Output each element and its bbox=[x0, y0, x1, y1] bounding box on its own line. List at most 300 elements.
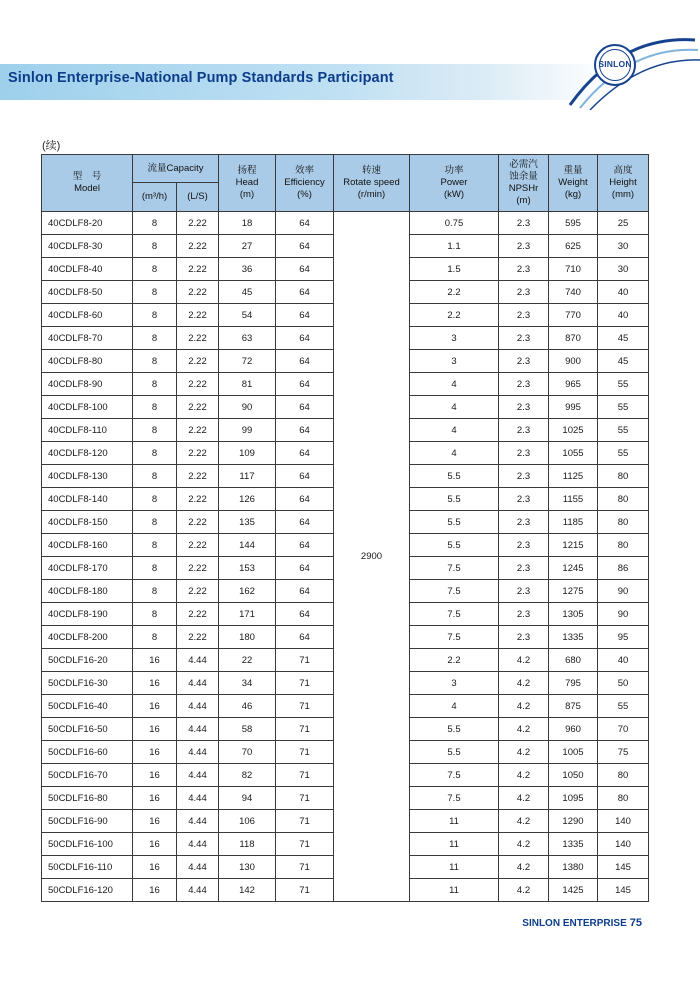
cell-model: 40CDLF8-160 bbox=[42, 534, 133, 557]
col-efficiency bbox=[276, 155, 334, 212]
col-npshr bbox=[499, 155, 549, 212]
cell-height: 80 bbox=[598, 764, 649, 787]
cell-capacity-m3h: 8 bbox=[133, 419, 177, 442]
cell-power: 7.5 bbox=[410, 580, 499, 603]
cell-head: 58 bbox=[219, 718, 276, 741]
cell-model: 40CDLF8-40 bbox=[42, 258, 133, 281]
cell-head: 34 bbox=[219, 672, 276, 695]
cell-power: 11 bbox=[410, 833, 499, 856]
cell-power: 3 bbox=[410, 350, 499, 373]
col-height-cn: 高度 bbox=[613, 165, 633, 176]
cell-power: 4 bbox=[410, 419, 499, 442]
cell-height: 40 bbox=[598, 281, 649, 304]
col-eff-unit: (%) bbox=[297, 189, 312, 200]
cell-capacity-ls: 2.22 bbox=[177, 580, 219, 603]
cell-capacity-m3h: 16 bbox=[133, 879, 177, 902]
cell-capacity-m3h: 8 bbox=[133, 373, 177, 396]
cell-power: 11 bbox=[410, 856, 499, 879]
col-eff-cn: 效率 bbox=[294, 165, 314, 176]
table-header bbox=[42, 155, 649, 212]
cell-model: 50CDLF16-110 bbox=[42, 856, 133, 879]
cell-weight: 680 bbox=[549, 649, 598, 672]
cell-npshr: 2.3 bbox=[499, 580, 549, 603]
cell-model: 40CDLF8-30 bbox=[42, 235, 133, 258]
pump-spec-table bbox=[41, 154, 649, 902]
cell-capacity-m3h: 16 bbox=[133, 718, 177, 741]
cell-weight: 1425 bbox=[549, 879, 598, 902]
cell-capacity-ls: 2.22 bbox=[177, 212, 219, 235]
cell-head: 144 bbox=[219, 534, 276, 557]
cell-capacity-ls: 4.44 bbox=[177, 718, 219, 741]
table-row bbox=[42, 212, 649, 235]
cell-capacity-m3h: 8 bbox=[133, 465, 177, 488]
cell-capacity-m3h: 16 bbox=[133, 695, 177, 718]
cell-height: 140 bbox=[598, 810, 649, 833]
cell-height: 80 bbox=[598, 787, 649, 810]
col-capacity-ls: (L/S) bbox=[177, 183, 219, 212]
col-speed-unit: (r/min) bbox=[357, 189, 386, 200]
cell-capacity-m3h: 8 bbox=[133, 396, 177, 419]
cell-head: 54 bbox=[219, 304, 276, 327]
cell-head: 162 bbox=[219, 580, 276, 603]
cell-height: 80 bbox=[598, 465, 649, 488]
cell-height: 30 bbox=[598, 258, 649, 281]
cell-model: 50CDLF16-50 bbox=[42, 718, 133, 741]
cell-power: 4 bbox=[410, 396, 499, 419]
cell-height: 45 bbox=[598, 327, 649, 350]
cell-model: 50CDLF16-40 bbox=[42, 695, 133, 718]
cell-capacity-ls: 2.22 bbox=[177, 419, 219, 442]
cell-power: 7.5 bbox=[410, 764, 499, 787]
cell-npshr: 2.3 bbox=[499, 442, 549, 465]
cell-capacity-m3h: 8 bbox=[133, 626, 177, 649]
cell-head: 27 bbox=[219, 235, 276, 258]
cell-weight: 1095 bbox=[549, 787, 598, 810]
cell-efficiency: 71 bbox=[276, 787, 334, 810]
cell-power: 0.75 bbox=[410, 212, 499, 235]
cell-capacity-m3h: 8 bbox=[133, 304, 177, 327]
cell-height: 86 bbox=[598, 557, 649, 580]
cell-capacity-ls: 2.22 bbox=[177, 557, 219, 580]
cell-weight: 710 bbox=[549, 258, 598, 281]
cell-efficiency: 64 bbox=[276, 465, 334, 488]
col-weight bbox=[549, 155, 598, 212]
cell-efficiency: 64 bbox=[276, 511, 334, 534]
cell-power: 5.5 bbox=[410, 511, 499, 534]
cell-efficiency: 64 bbox=[276, 327, 334, 350]
col-height-en: Height bbox=[609, 177, 637, 188]
cell-power: 11 bbox=[410, 879, 499, 902]
cell-height: 30 bbox=[598, 235, 649, 258]
cell-npshr: 2.3 bbox=[499, 626, 549, 649]
cell-power: 5.5 bbox=[410, 465, 499, 488]
cell-npshr: 2.3 bbox=[499, 235, 549, 258]
col-npshr-cn1: 必需汽 bbox=[509, 159, 538, 170]
cell-model: 50CDLF16-80 bbox=[42, 787, 133, 810]
cell-npshr: 2.3 bbox=[499, 258, 549, 281]
cell-height: 25 bbox=[598, 212, 649, 235]
cell-capacity-m3h: 8 bbox=[133, 350, 177, 373]
cell-capacity-m3h: 16 bbox=[133, 856, 177, 879]
cell-model: 40CDLF8-60 bbox=[42, 304, 133, 327]
cell-power: 2.2 bbox=[410, 649, 499, 672]
cell-model: 50CDLF16-30 bbox=[42, 672, 133, 695]
cell-head: 130 bbox=[219, 856, 276, 879]
cell-capacity-ls: 2.22 bbox=[177, 327, 219, 350]
cell-npshr: 4.2 bbox=[499, 787, 549, 810]
col-capacity-m3h: (m³/h) bbox=[133, 183, 177, 212]
cell-capacity-ls: 2.22 bbox=[177, 465, 219, 488]
cell-head: 81 bbox=[219, 373, 276, 396]
cell-power: 7.5 bbox=[410, 787, 499, 810]
cell-head: 180 bbox=[219, 626, 276, 649]
cell-capacity-m3h: 8 bbox=[133, 281, 177, 304]
cell-model: 50CDLF16-100 bbox=[42, 833, 133, 856]
cell-head: 94 bbox=[219, 787, 276, 810]
cell-weight: 1050 bbox=[549, 764, 598, 787]
cell-npshr: 4.2 bbox=[499, 879, 549, 902]
cell-power: 3 bbox=[410, 327, 499, 350]
footer-brand: SINLON ENTERPRISE bbox=[522, 918, 627, 929]
cell-efficiency: 71 bbox=[276, 833, 334, 856]
cell-power: 7.5 bbox=[410, 603, 499, 626]
cell-height: 90 bbox=[598, 580, 649, 603]
cell-model: 40CDLF8-140 bbox=[42, 488, 133, 511]
cell-efficiency: 64 bbox=[276, 488, 334, 511]
cell-head: 99 bbox=[219, 419, 276, 442]
cell-power: 7.5 bbox=[410, 626, 499, 649]
cell-npshr: 2.3 bbox=[499, 488, 549, 511]
cell-efficiency: 71 bbox=[276, 718, 334, 741]
cell-height: 70 bbox=[598, 718, 649, 741]
cell-weight: 1215 bbox=[549, 534, 598, 557]
cell-capacity-m3h: 16 bbox=[133, 764, 177, 787]
cell-head: 63 bbox=[219, 327, 276, 350]
cell-height: 75 bbox=[598, 741, 649, 764]
logo-text: SINLON bbox=[598, 59, 632, 69]
cell-npshr: 2.3 bbox=[499, 534, 549, 557]
col-npshr-en: NPSHr bbox=[508, 183, 539, 194]
col-weight-en: Weight bbox=[558, 177, 588, 188]
col-height-unit: (mm) bbox=[611, 189, 635, 200]
col-capacity: 流量Capacity bbox=[133, 155, 219, 183]
cell-capacity-m3h: 8 bbox=[133, 534, 177, 557]
cell-weight: 1125 bbox=[549, 465, 598, 488]
cell-weight: 1155 bbox=[549, 488, 598, 511]
cell-head: 70 bbox=[219, 741, 276, 764]
cell-height: 40 bbox=[598, 649, 649, 672]
cell-rotate-speed: 2900 bbox=[334, 212, 410, 902]
cell-model: 50CDLF16-20 bbox=[42, 649, 133, 672]
page-title: Sinlon Enterprise-National Pump Standards Participant bbox=[8, 70, 394, 86]
cell-capacity-ls: 4.44 bbox=[177, 879, 219, 902]
cell-head: 135 bbox=[219, 511, 276, 534]
cell-head: 109 bbox=[219, 442, 276, 465]
cell-capacity-ls: 2.22 bbox=[177, 534, 219, 557]
cell-head: 18 bbox=[219, 212, 276, 235]
cell-capacity-m3h: 8 bbox=[133, 488, 177, 511]
cell-head: 82 bbox=[219, 764, 276, 787]
cell-capacity-m3h: 8 bbox=[133, 557, 177, 580]
cell-npshr: 2.3 bbox=[499, 557, 549, 580]
cell-model: 40CDLF8-190 bbox=[42, 603, 133, 626]
cell-head: 171 bbox=[219, 603, 276, 626]
cell-power: 3 bbox=[410, 672, 499, 695]
cell-weight: 960 bbox=[549, 718, 598, 741]
col-speed-cn: 转速 bbox=[361, 165, 381, 176]
cell-weight: 875 bbox=[549, 695, 598, 718]
cell-npshr: 2.3 bbox=[499, 350, 549, 373]
col-power-unit: (kW) bbox=[443, 189, 465, 200]
cell-height: 90 bbox=[598, 603, 649, 626]
col-power bbox=[410, 155, 499, 212]
cell-power: 4 bbox=[410, 695, 499, 718]
col-head-unit: (m) bbox=[239, 189, 255, 200]
cell-capacity-ls: 4.44 bbox=[177, 787, 219, 810]
cell-model: 40CDLF8-70 bbox=[42, 327, 133, 350]
cell-model: 40CDLF8-150 bbox=[42, 511, 133, 534]
cell-model: 40CDLF8-20 bbox=[42, 212, 133, 235]
col-weight-cn: 重量 bbox=[563, 165, 583, 176]
cell-head: 36 bbox=[219, 258, 276, 281]
cell-efficiency: 71 bbox=[276, 810, 334, 833]
cell-capacity-ls: 4.44 bbox=[177, 695, 219, 718]
cell-height: 80 bbox=[598, 534, 649, 557]
cell-head: 142 bbox=[219, 879, 276, 902]
cell-capacity-ls: 2.22 bbox=[177, 511, 219, 534]
cell-height: 140 bbox=[598, 833, 649, 856]
cell-capacity-ls: 4.44 bbox=[177, 856, 219, 879]
cell-power: 5.5 bbox=[410, 741, 499, 764]
cell-head: 106 bbox=[219, 810, 276, 833]
cell-weight: 1335 bbox=[549, 833, 598, 856]
cell-head: 90 bbox=[219, 396, 276, 419]
cell-weight: 995 bbox=[549, 396, 598, 419]
cell-model: 50CDLF16-90 bbox=[42, 810, 133, 833]
cell-capacity-m3h: 8 bbox=[133, 511, 177, 534]
cell-capacity-m3h: 8 bbox=[133, 442, 177, 465]
cell-height: 55 bbox=[598, 695, 649, 718]
cell-capacity-m3h: 16 bbox=[133, 810, 177, 833]
col-head bbox=[219, 155, 276, 212]
cell-weight: 795 bbox=[549, 672, 598, 695]
cell-capacity-ls: 4.44 bbox=[177, 833, 219, 856]
cell-npshr: 2.3 bbox=[499, 396, 549, 419]
cell-efficiency: 64 bbox=[276, 212, 334, 235]
cell-height: 145 bbox=[598, 856, 649, 879]
cell-weight: 1005 bbox=[549, 741, 598, 764]
cell-npshr: 2.3 bbox=[499, 373, 549, 396]
cell-weight: 625 bbox=[549, 235, 598, 258]
cell-height: 50 bbox=[598, 672, 649, 695]
cell-npshr: 4.2 bbox=[499, 741, 549, 764]
cell-power: 2.2 bbox=[410, 304, 499, 327]
cell-weight: 1025 bbox=[549, 419, 598, 442]
cell-npshr: 2.3 bbox=[499, 281, 549, 304]
cell-capacity-m3h: 16 bbox=[133, 741, 177, 764]
cell-capacity-m3h: 16 bbox=[133, 672, 177, 695]
page-footer bbox=[522, 917, 642, 929]
cell-power: 5.5 bbox=[410, 488, 499, 511]
cell-height: 55 bbox=[598, 442, 649, 465]
col-model-en: Model bbox=[74, 183, 100, 194]
table-body bbox=[42, 212, 649, 902]
cell-height: 80 bbox=[598, 511, 649, 534]
cell-model: 40CDLF8-90 bbox=[42, 373, 133, 396]
cell-efficiency: 71 bbox=[276, 695, 334, 718]
cell-capacity-ls: 4.44 bbox=[177, 741, 219, 764]
cell-capacity-ls: 2.22 bbox=[177, 304, 219, 327]
col-npshr-cn2: 蚀余量 bbox=[509, 171, 538, 182]
cell-efficiency: 64 bbox=[276, 258, 334, 281]
col-model-cn: 型 号 bbox=[72, 171, 102, 182]
cell-power: 1.5 bbox=[410, 258, 499, 281]
cell-weight: 1055 bbox=[549, 442, 598, 465]
cell-head: 45 bbox=[219, 281, 276, 304]
cell-npshr: 4.2 bbox=[499, 649, 549, 672]
cell-capacity-m3h: 8 bbox=[133, 603, 177, 626]
cell-npshr: 2.3 bbox=[499, 419, 549, 442]
cell-npshr: 2.3 bbox=[499, 212, 549, 235]
cell-capacity-ls: 2.22 bbox=[177, 235, 219, 258]
cell-power: 4 bbox=[410, 373, 499, 396]
col-power-en: Power bbox=[440, 177, 468, 188]
cell-npshr: 4.2 bbox=[499, 856, 549, 879]
cell-efficiency: 71 bbox=[276, 879, 334, 902]
cell-efficiency: 71 bbox=[276, 856, 334, 879]
cell-height: 95 bbox=[598, 626, 649, 649]
cell-height: 40 bbox=[598, 304, 649, 327]
cell-efficiency: 64 bbox=[276, 442, 334, 465]
cell-capacity-ls: 2.22 bbox=[177, 396, 219, 419]
cell-head: 153 bbox=[219, 557, 276, 580]
col-npshr-unit: (m) bbox=[516, 195, 531, 206]
cell-power: 4 bbox=[410, 442, 499, 465]
col-model bbox=[42, 155, 133, 212]
cell-npshr: 4.2 bbox=[499, 833, 549, 856]
col-head-cn: 扬程 bbox=[237, 165, 257, 176]
cell-capacity-m3h: 16 bbox=[133, 787, 177, 810]
continued-label: (续) bbox=[42, 140, 61, 152]
cell-npshr: 2.3 bbox=[499, 465, 549, 488]
cell-efficiency: 71 bbox=[276, 649, 334, 672]
cell-weight: 870 bbox=[549, 327, 598, 350]
cell-efficiency: 64 bbox=[276, 304, 334, 327]
cell-capacity-m3h: 16 bbox=[133, 649, 177, 672]
cell-capacity-ls: 2.22 bbox=[177, 626, 219, 649]
cell-power: 1.1 bbox=[410, 235, 499, 258]
cell-capacity-ls: 2.22 bbox=[177, 603, 219, 626]
cell-efficiency: 64 bbox=[276, 419, 334, 442]
cell-weight: 595 bbox=[549, 212, 598, 235]
cell-capacity-ls: 2.22 bbox=[177, 373, 219, 396]
cell-npshr: 4.2 bbox=[499, 764, 549, 787]
cell-capacity-m3h: 8 bbox=[133, 235, 177, 258]
cell-model: 40CDLF8-80 bbox=[42, 350, 133, 373]
cell-head: 118 bbox=[219, 833, 276, 856]
cell-npshr: 2.3 bbox=[499, 603, 549, 626]
cell-model: 40CDLF8-120 bbox=[42, 442, 133, 465]
cell-weight: 1290 bbox=[549, 810, 598, 833]
cell-weight: 1380 bbox=[549, 856, 598, 879]
cell-model: 50CDLF16-60 bbox=[42, 741, 133, 764]
cell-capacity-m3h: 16 bbox=[133, 833, 177, 856]
cell-model: 40CDLF8-130 bbox=[42, 465, 133, 488]
cell-efficiency: 64 bbox=[276, 626, 334, 649]
cell-height: 145 bbox=[598, 879, 649, 902]
cell-capacity-m3h: 8 bbox=[133, 327, 177, 350]
cell-model: 40CDLF8-170 bbox=[42, 557, 133, 580]
cell-height: 45 bbox=[598, 350, 649, 373]
cell-weight: 1185 bbox=[549, 511, 598, 534]
col-speed-en: Rotate speed bbox=[343, 177, 400, 188]
cell-head: 126 bbox=[219, 488, 276, 511]
cell-weight: 1305 bbox=[549, 603, 598, 626]
cell-head: 22 bbox=[219, 649, 276, 672]
cell-capacity-ls: 2.22 bbox=[177, 488, 219, 511]
cell-capacity-m3h: 8 bbox=[133, 212, 177, 235]
cell-weight: 1245 bbox=[549, 557, 598, 580]
cell-efficiency: 64 bbox=[276, 235, 334, 258]
cell-npshr: 2.3 bbox=[499, 511, 549, 534]
col-head-en: Head bbox=[235, 177, 259, 188]
cell-weight: 1335 bbox=[549, 626, 598, 649]
col-weight-unit: (kg) bbox=[564, 189, 582, 200]
cell-capacity-m3h: 8 bbox=[133, 580, 177, 603]
cell-power: 5.5 bbox=[410, 534, 499, 557]
cell-power: 2.2 bbox=[410, 281, 499, 304]
cell-weight: 1275 bbox=[549, 580, 598, 603]
cell-height: 80 bbox=[598, 488, 649, 511]
cell-capacity-ls: 2.22 bbox=[177, 442, 219, 465]
cell-capacity-ls: 4.44 bbox=[177, 672, 219, 695]
sinlon-logo bbox=[594, 44, 636, 86]
cell-weight: 900 bbox=[549, 350, 598, 373]
cell-npshr: 2.3 bbox=[499, 327, 549, 350]
cell-capacity-ls: 4.44 bbox=[177, 810, 219, 833]
cell-weight: 965 bbox=[549, 373, 598, 396]
cell-weight: 740 bbox=[549, 281, 598, 304]
col-height bbox=[598, 155, 649, 212]
cell-efficiency: 64 bbox=[276, 580, 334, 603]
cell-npshr: 4.2 bbox=[499, 810, 549, 833]
cell-model: 50CDLF16-120 bbox=[42, 879, 133, 902]
cell-efficiency: 64 bbox=[276, 350, 334, 373]
page-number: 75 bbox=[629, 917, 642, 929]
cell-model: 40CDLF8-110 bbox=[42, 419, 133, 442]
cell-height: 55 bbox=[598, 419, 649, 442]
cell-npshr: 2.3 bbox=[499, 304, 549, 327]
cell-capacity-ls: 4.44 bbox=[177, 649, 219, 672]
cell-efficiency: 64 bbox=[276, 396, 334, 419]
cell-model: 40CDLF8-50 bbox=[42, 281, 133, 304]
cell-efficiency: 64 bbox=[276, 373, 334, 396]
cell-efficiency: 64 bbox=[276, 603, 334, 626]
col-eff-en: Efficiency bbox=[284, 177, 325, 188]
cell-capacity-m3h: 8 bbox=[133, 258, 177, 281]
cell-model: 40CDLF8-180 bbox=[42, 580, 133, 603]
cell-efficiency: 64 bbox=[276, 557, 334, 580]
cell-npshr: 4.2 bbox=[499, 672, 549, 695]
cell-weight: 770 bbox=[549, 304, 598, 327]
cell-height: 55 bbox=[598, 396, 649, 419]
cell-capacity-ls: 2.22 bbox=[177, 350, 219, 373]
cell-capacity-ls: 2.22 bbox=[177, 258, 219, 281]
cell-power: 11 bbox=[410, 810, 499, 833]
cell-model: 50CDLF16-70 bbox=[42, 764, 133, 787]
cell-head: 46 bbox=[219, 695, 276, 718]
cell-npshr: 4.2 bbox=[499, 695, 549, 718]
